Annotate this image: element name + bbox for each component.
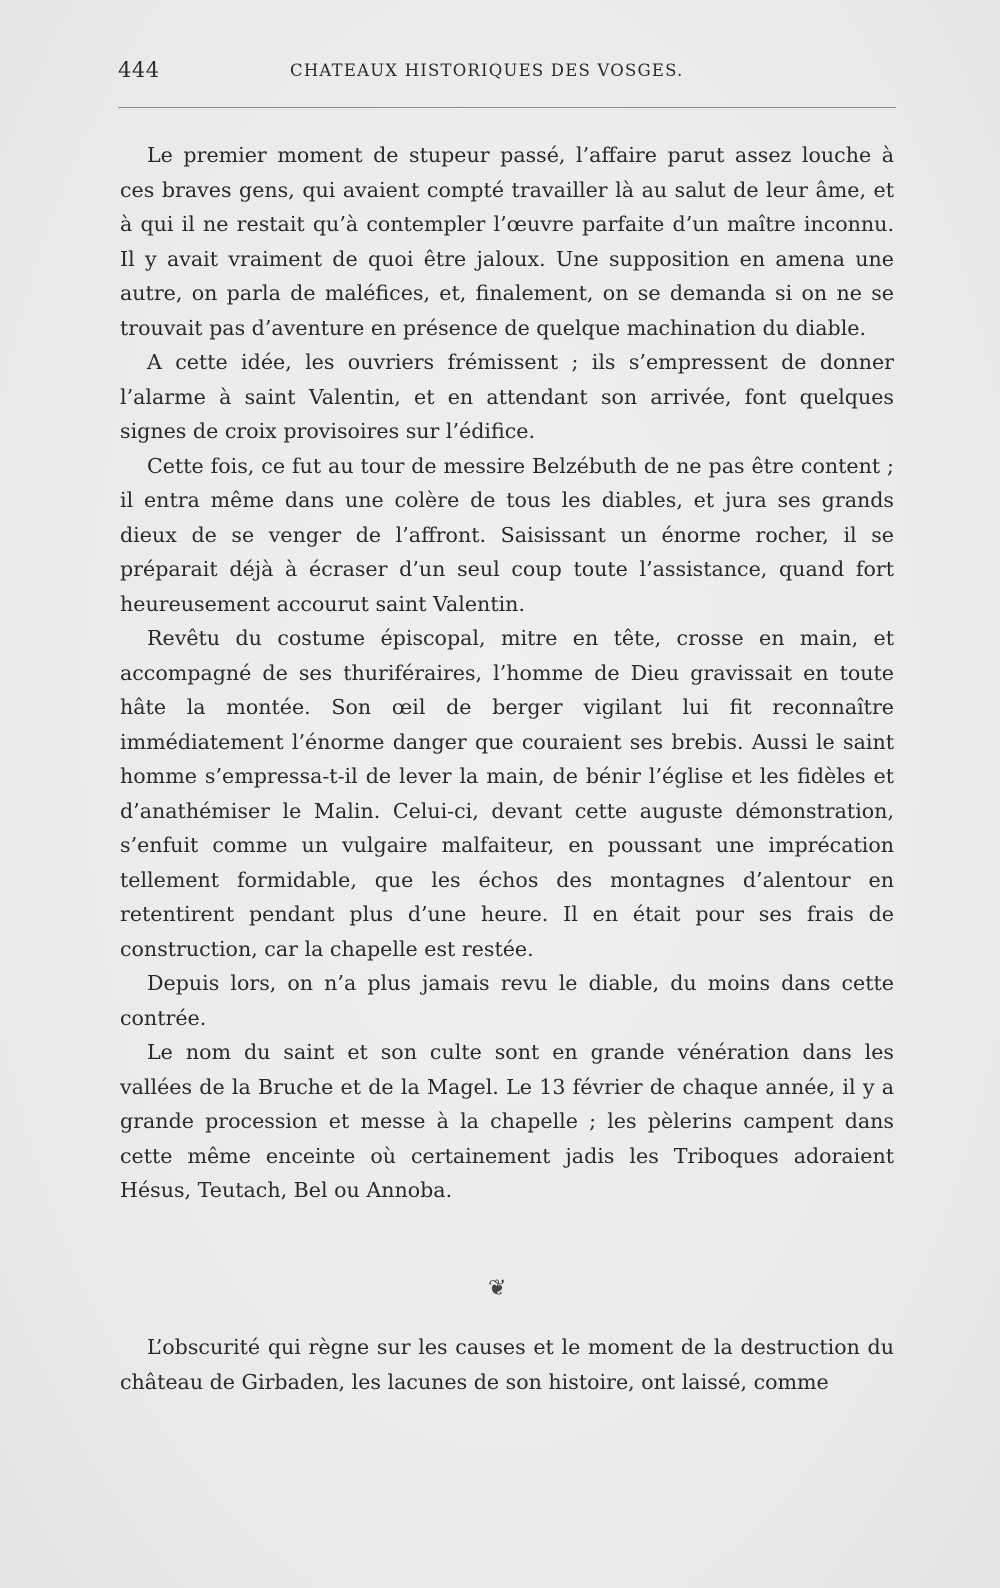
paragraph-4: Revêtu du costume épiscopal, mitre en tête, crosse en main, et accompagné de ses thuriféraires, l’homme de Dieu gravissait en toute hâte la montée. Son œil de berger vigilant lui fit reconnaître immédiatement l’énorme danger que couraient ses brebis. Aussi le saint homme s’empressa-t-il de lever la main, de bénir l’église et les fidèles et d’anathémiser le Malin. Celui-ci, devant cette auguste démonstration, s’enfuit comme un vulgaire malfaiteur, en poussant une imprécation tellement formidable, que les échos des montagnes d’alentour en retentirent pendant plus d’une heure. Il en était pour ses frais de construction, car la chapelle est restée. <box>120 626 894 961</box>
page-number: 444 <box>118 58 160 82</box>
paragraph-1: Le premier moment de stupeur passé, l’affaire parut assez louche à ces braves gens, qui avaient compté travailler là au salut de leur âme, et à qui il ne restait qu’à contempler l’œuvre parfaite d’un maître inconnu. Il y avait vraiment de quoi être jaloux. Une supposition en amena une autre, on parla de maléfices, et, finalement, on se demanda si on ne se trouvait pas d’aventure en présence de quelque machination du diable. <box>120 143 894 340</box>
paragraph-2: A cette idée, les ouvriers frémissent ; ils s’empressent de donner l’alarme à saint Valentin, et en attendant son arrivée, font quelques signes de croix provisoires sur l’édifice. <box>120 350 894 443</box>
running-title: CHATEAUX HISTORIQUES DES VOSGES. <box>290 61 684 80</box>
final-paragraph: L’obscurité qui règne sur les causes et le moment de la destruction du château de Girbaden, les lacunes de son histoire, ont laissé, comme <box>120 1335 894 1394</box>
page-header <box>118 58 896 92</box>
body-text <box>120 138 894 1208</box>
paragraph-6: Le nom du saint et son culte sont en grande vénération dans les vallées de la Bruche et de la Magel. Le 13 février de chaque année, il y a grande procession et messe à la chapelle ; les pèlerins campent dans cette même enceinte où certainement jadis les Triboques adoraient Hésus, Teutach, Bel ou Annoba. <box>120 1040 894 1202</box>
paragraph-3: Cette fois, ce fut au tour de messire Belzébuth de ne pas être content ; il entra même dans une colère de tous les diables, et jura ses grands dieux de se venger de l’affront. Saisissant un énorme rocher, il se préparait déjà à écraser d’un seul coup toute l’assistance, quand fort heureusement accourut saint Valentin. <box>120 453 894 616</box>
fleuron-ornament-icon: ❦ <box>488 1276 507 1301</box>
final-text <box>120 1330 894 1399</box>
paragraph-5: Depuis lors, on n’a plus jamais revu le diable, du moins dans cette contrée. <box>120 971 894 1030</box>
header-rule <box>118 107 896 108</box>
